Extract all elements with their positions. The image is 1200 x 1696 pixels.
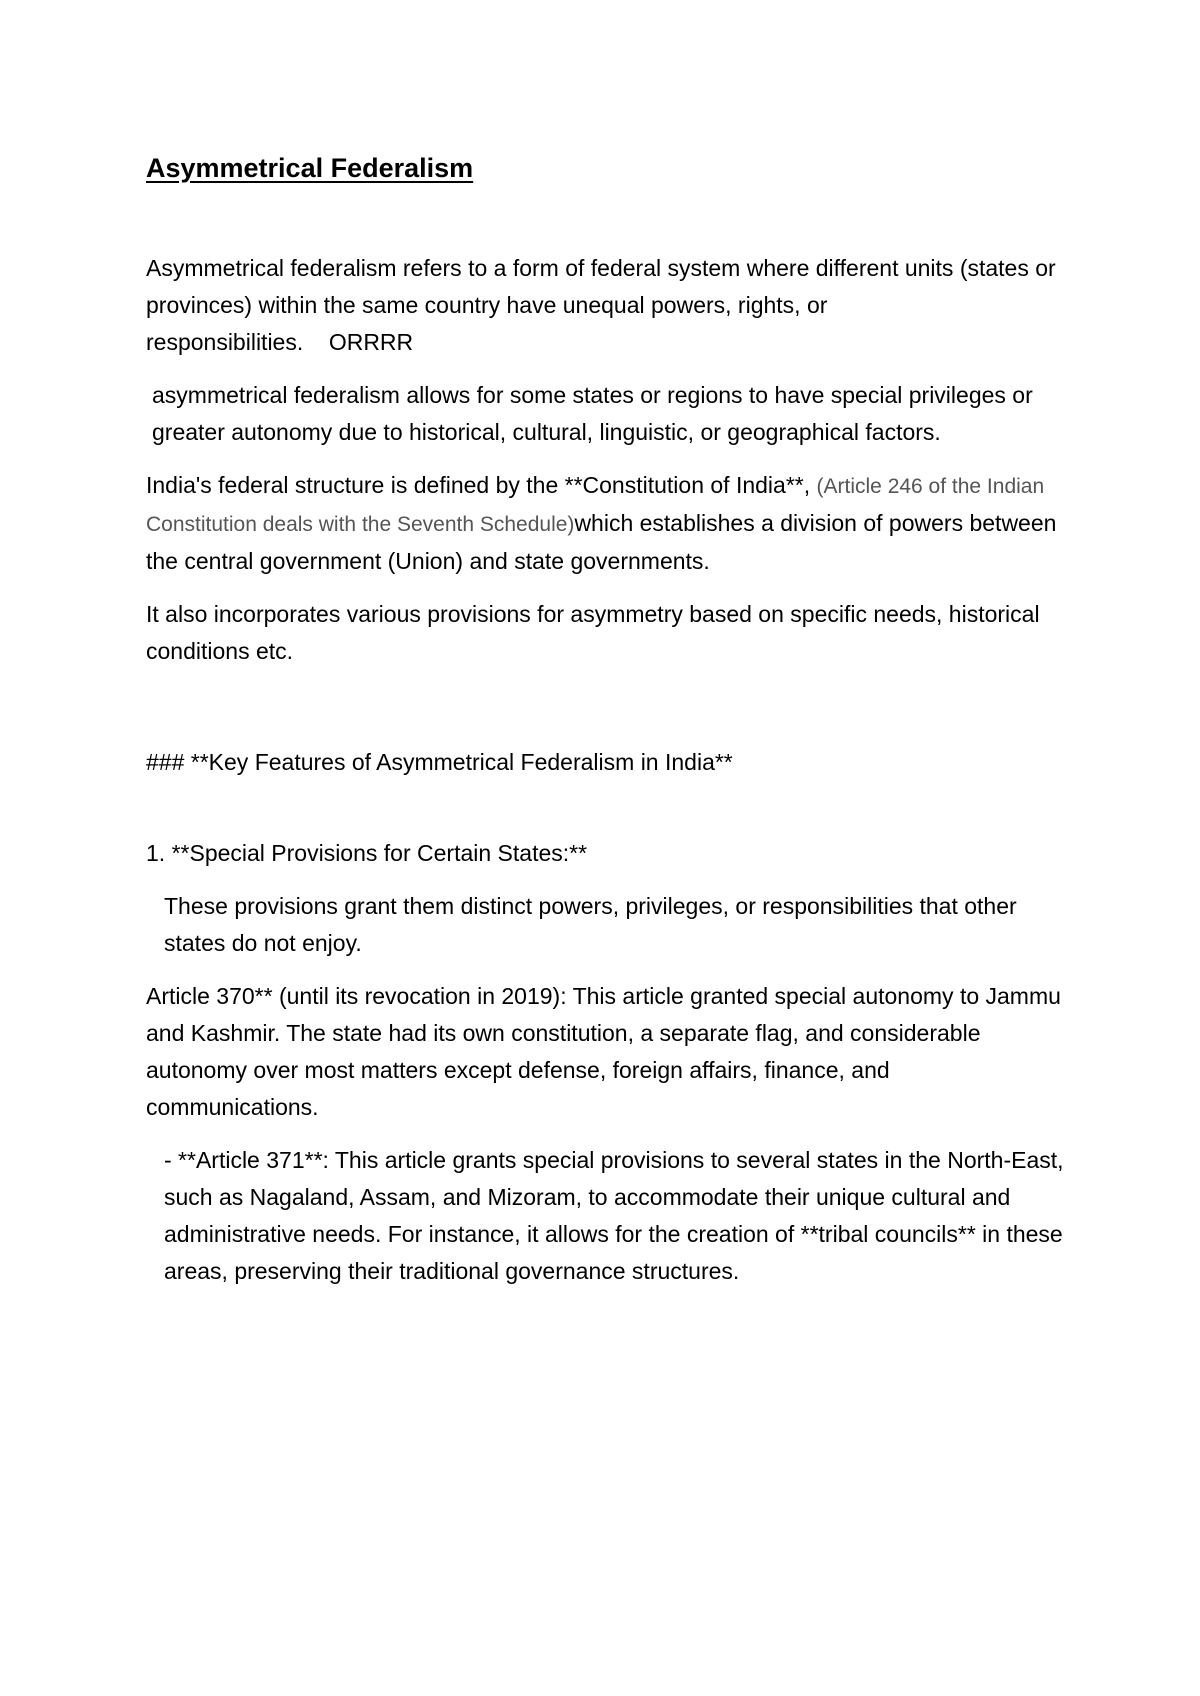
special-provisions-text: These provisions grant them distinct powers, privileges, or responsibilities that other states do not enjoy. bbox=[164, 893, 1017, 956]
constitution-text-part1: India's federal structure is defined by the **Constitution of India**, bbox=[146, 472, 817, 498]
list-item-special-provisions: 1. **Special Provisions for Certain States:** bbox=[146, 840, 588, 866]
section-heading-key-features: ### **Key Features of Asymmetrical Federalism in India** bbox=[146, 749, 733, 775]
paragraph-constitution bbox=[146, 467, 1066, 580]
page-title: Asymmetrical Federalism bbox=[146, 153, 474, 183]
paragraph-alternative-definition: asymmetrical federalism allows for some states or regions to have special privileges or greater autonomy due to historical, cultural, linguistic, or geographical factors. bbox=[152, 382, 1033, 445]
document-body bbox=[146, 150, 1066, 1306]
constitution-text-part2: which establishes a division of powers between the central government (Union) and state governments. bbox=[146, 510, 1057, 574]
paragraph-article-371: - **Article 371**: This article grants special provisions to several states in the North-East, such as Nagaland, Assam, and Mizoram, to accommodate their unique cultural and administrative needs. For instance, it allows for the creation of **tribal councils** in these areas, preserving their traditional governance structures. bbox=[164, 1147, 1064, 1284]
definition-text: Asymmetrical federalism refers to a form of federal system where different units (states or provinces) within the same country have unequal powers, rights, or responsibilities. bbox=[146, 255, 1056, 355]
paragraph-article-370: Article 370** (until its revocation in 2019): This article granted special autonomy to Jammu and Kashmir. The state had its own constitution, a separate flag, and considerable autonomy over most matters except defense, foreign affairs, finance, and communications. bbox=[146, 983, 1061, 1120]
constitution-article-note: (Article 246 of the Indian Constitution deals with the Seventh Schedule) bbox=[146, 475, 1045, 536]
paragraph-provisions: It also incorporates various provisions for asymmetry based on specific needs, historical conditions etc. bbox=[146, 601, 1040, 664]
paragraph-definition bbox=[146, 250, 1066, 361]
definition-suffix: ORRRR bbox=[328, 329, 414, 355]
